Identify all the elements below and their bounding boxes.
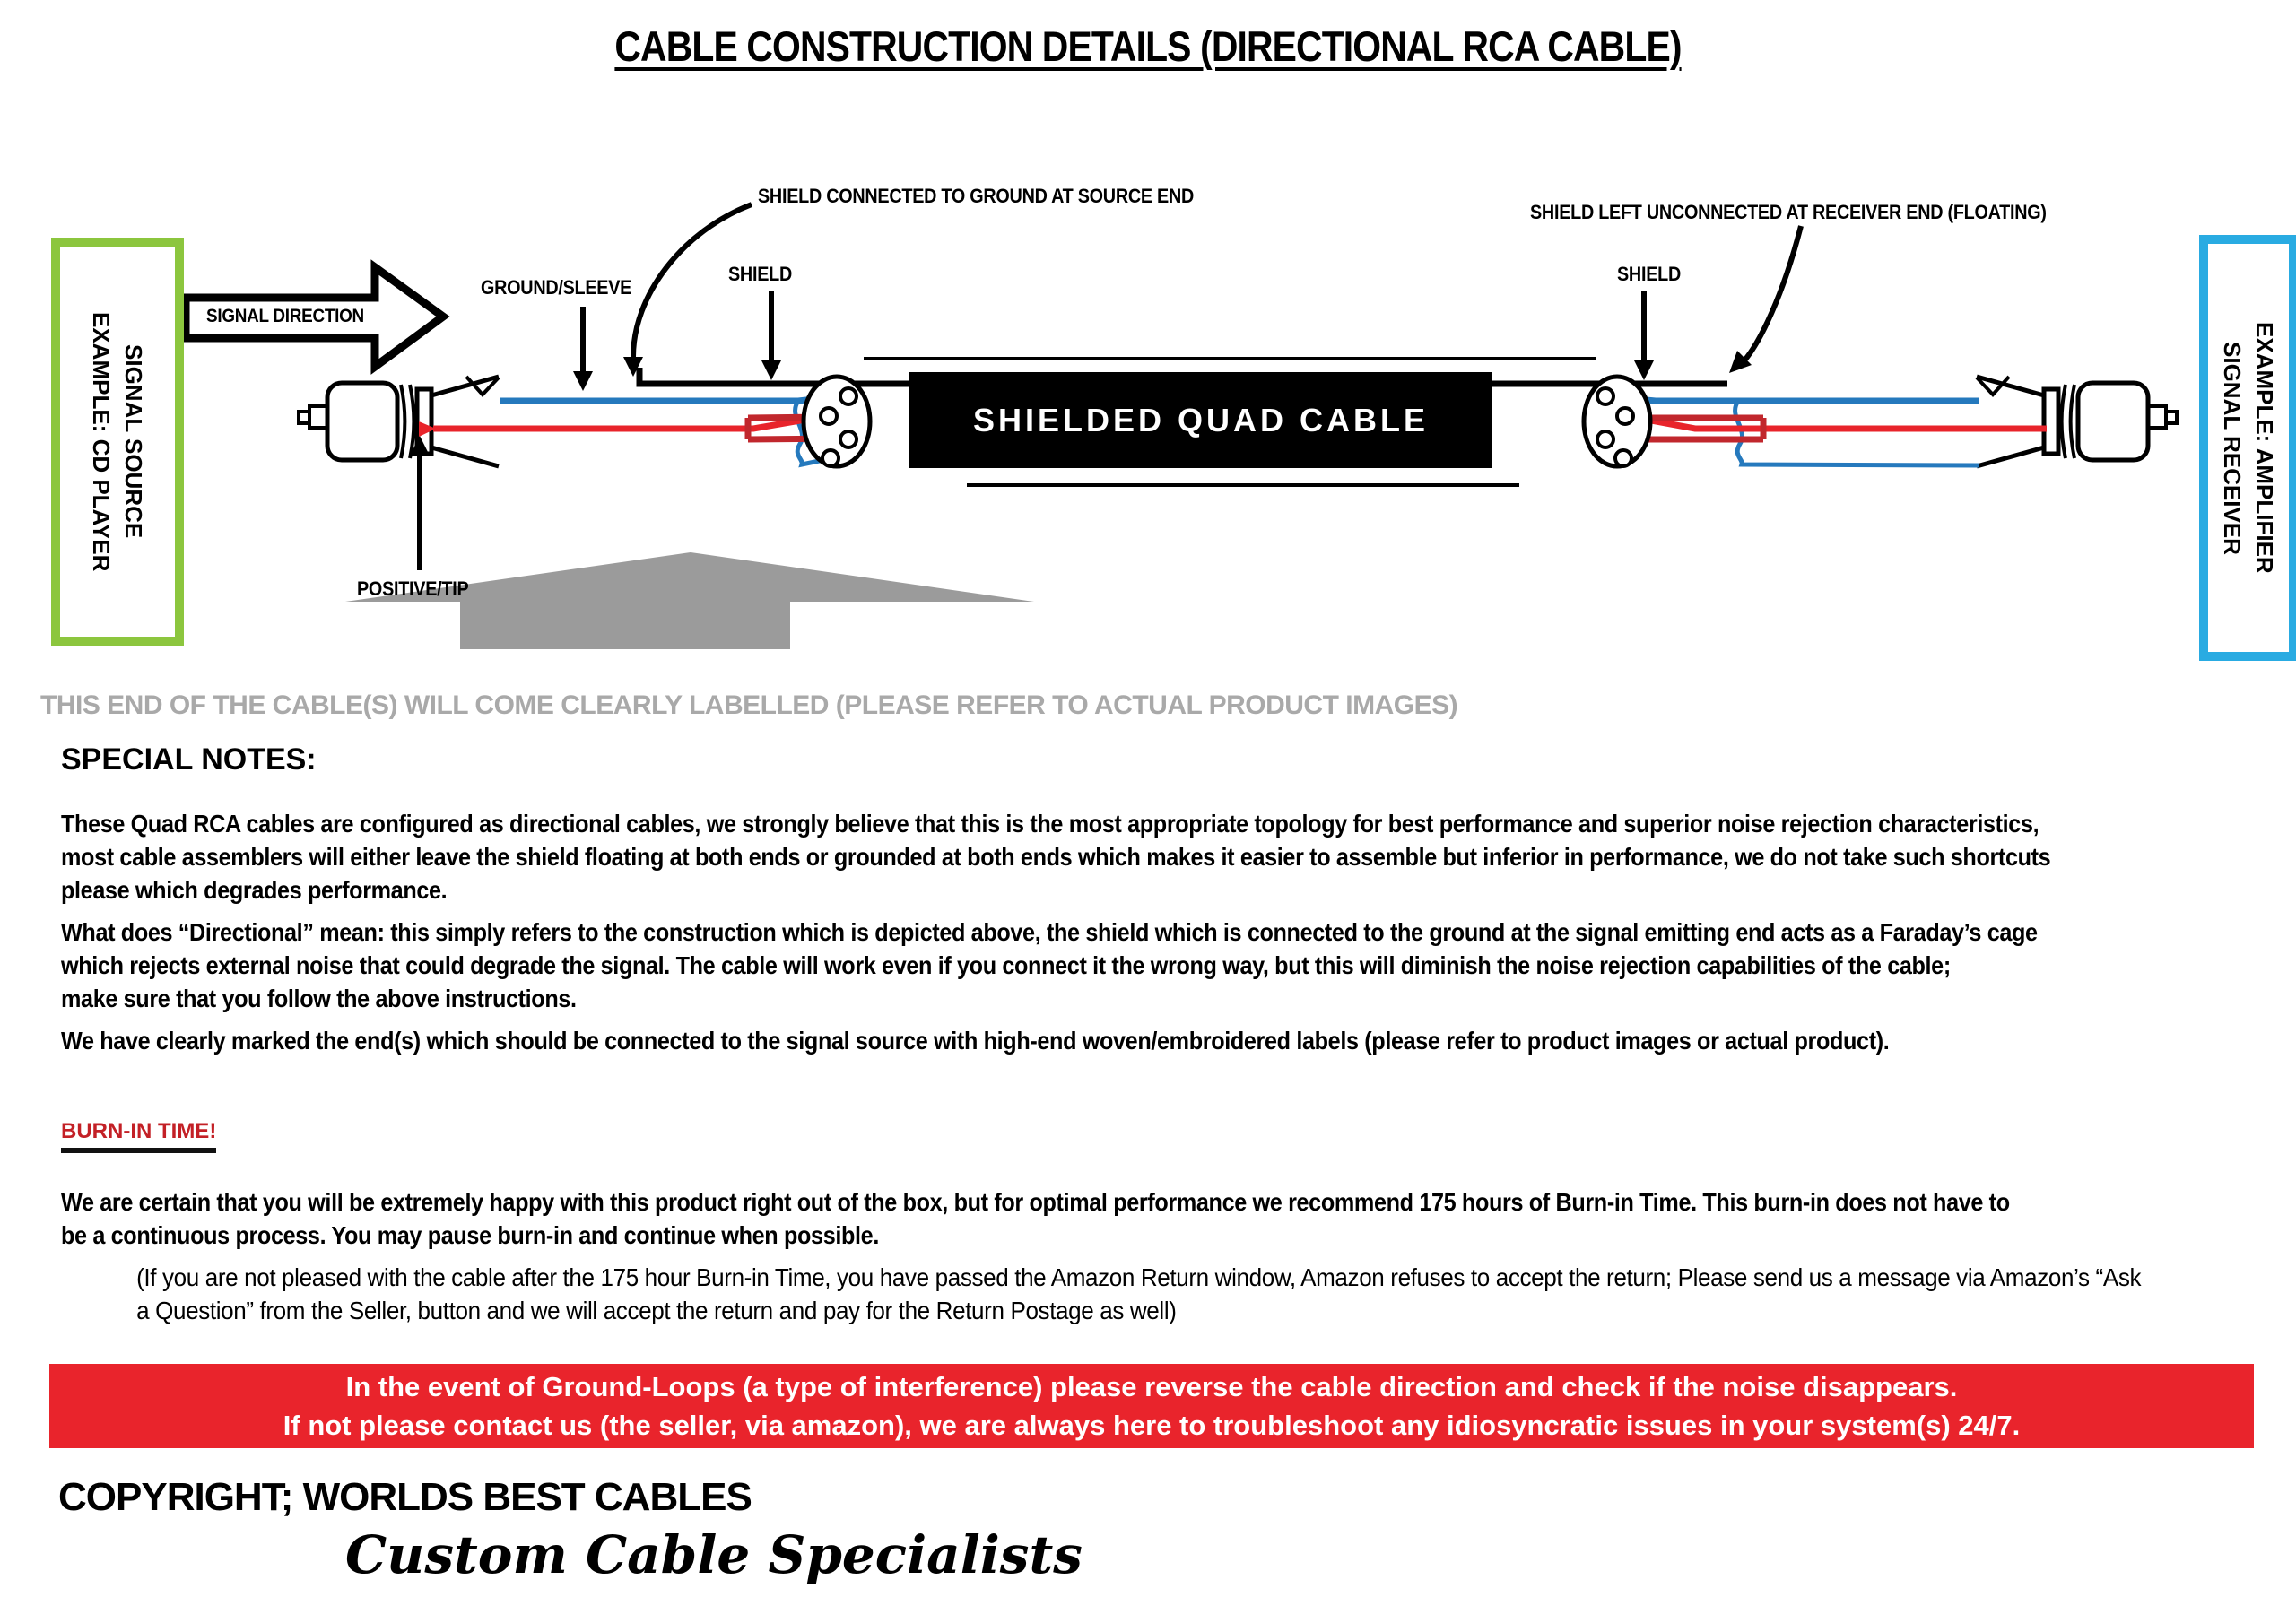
- signal-source-line1: SIGNAL SOURCE: [120, 344, 147, 539]
- shield-right-label: SHIELD: [1617, 263, 1681, 285]
- wires-left: [419, 395, 847, 464]
- notes-p1-line1: These Quad RCA cables are configured as directional cables, we strongly believe that this is the most appropriate topology for best performance and superior noise rejection characteristics,: [61, 810, 2039, 838]
- shield-connected-label: SHIELD CONNECTED TO GROUND AT SOURCE END: [758, 185, 1195, 207]
- burn-in-heading: BURN-IN TIME!: [61, 1119, 216, 1153]
- shielded-quad-cable-box: SHIELDED QUAD CABLE: [909, 372, 1492, 468]
- signal-source-box: [51, 238, 184, 646]
- notes-p2-line3: make sure that you follow the above instructions.: [61, 985, 577, 1012]
- burn-p2-line1: (If you are not pleased with the cable after the 175 hour Burn-in Time, you have passed the Amazon Return window, Amazon refuses to accept the return; Please send us a message via Amazon’s “Ask: [136, 1263, 2142, 1291]
- signal-receiver-line1: SIGNAL RECEIVER: [2219, 341, 2246, 555]
- rca-connector-right: [1977, 377, 2177, 466]
- signal-source-line2: EXAMPLE: CD PLAYER: [88, 311, 115, 572]
- signal-receiver-box: [2199, 235, 2296, 661]
- burn-in-paragraph-1: [61, 1185, 2010, 1252]
- notes-p3-line1: We have clearly marked the end(s) which should be connected to the signal source with high-end woven/embroidered labels (please refer to product images or actual product).: [61, 1027, 1890, 1055]
- burn-in-paragraph-2: [136, 1261, 2141, 1327]
- shield-unconnected-label: SHIELD LEFT UNCONNECTED AT RECEIVER END (FLOATING): [1530, 201, 2047, 223]
- banner-line1: In the event of Ground-Loops (a type of interference) please reverse the cable direction and check if the noise disappears.: [345, 1371, 1958, 1402]
- notes-paragraph-1: [61, 807, 2050, 907]
- burn-p2-line2: a Question” from the Seller, button and we will accept the return and pay for the Return Postage as well): [136, 1297, 1177, 1324]
- notes-p1-line2: most cable assemblers will either leave the shield floating at both ends or grounded at both ends which makes it easier to assemble but inferior in performance, we do not take such shortcuts: [61, 843, 2051, 871]
- signal-direction-label: SIGNAL DIRECTION: [206, 306, 364, 326]
- cable-end-right: [1584, 377, 1650, 466]
- wires-right: [1607, 396, 2047, 465]
- positive-tip-label: POSITIVE/TIP: [357, 577, 469, 600]
- ground-loop-banner: [49, 1364, 2254, 1448]
- notes-paragraph-2: [61, 916, 2038, 1015]
- rca-connector-left: [299, 377, 499, 466]
- cable-end-left: [804, 377, 870, 466]
- tagline-text: Custom Cable Specialists: [345, 1524, 1083, 1585]
- page-title: CABLE CONSTRUCTION DETAILS (DIRECTIONAL RCA CABLE): [614, 22, 1682, 70]
- cable-diagram: [0, 0, 2296, 690]
- shield-left-label: SHIELD: [728, 263, 792, 285]
- burn-p1-line2: be a continuous process. You may pause burn-in and continue when possible.: [61, 1221, 879, 1249]
- ground-sleeve-label: GROUND/SLEEVE: [481, 276, 632, 299]
- notes-paragraph-3: [61, 1024, 1889, 1057]
- copyright-text: COPYRIGHT; WORLDS BEST CABLES: [58, 1475, 752, 1519]
- labelled-end-caption: THIS END OF THE CABLE(S) WILL COME CLEARLY LABELLED (PLEASE REFER TO ACTUAL PRODUCT IMAGES): [40, 690, 1458, 720]
- notes-p2-line2: which rejects external noise that could degrade the signal. The cable will work even if you connect it the wrong way, but this will diminish the noise rejection capabilities of the cable;: [61, 951, 1951, 979]
- banner-line2: If not please contact us (the seller, via amazon), we are always here to troubleshoot any idiosyncratic issues in your system(s) 24/7.: [283, 1410, 2021, 1441]
- notes-p1-line3: please which degrades performance.: [61, 876, 448, 904]
- special-notes-heading: SPECIAL NOTES:: [61, 742, 317, 777]
- burn-p1-line1: We are certain that you will be extremely happy with this product right out of the box, but for optimal performance we recommend 175 hours of Burn-in Time. This burn-in does not have to: [61, 1188, 2010, 1216]
- signal-receiver-line2: EXAMPLE: AMPLIFIER: [2251, 322, 2278, 574]
- gray-up-arrow: [345, 552, 1034, 649]
- notes-p2-line1: What does “Directional” mean: this simply refers to the construction which is depicted above, the shield which is connected to the ground at the signal emitting end acts as a Faraday’s cage: [61, 918, 2038, 946]
